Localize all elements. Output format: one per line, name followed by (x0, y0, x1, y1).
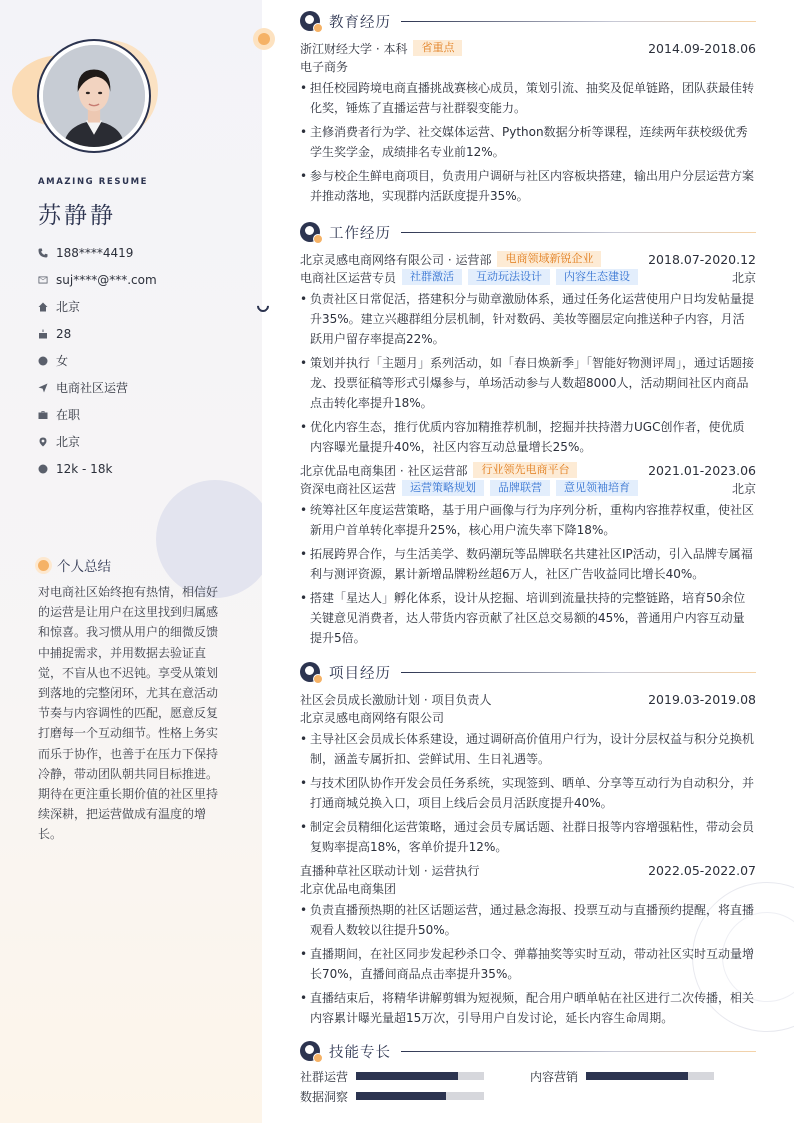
job-bullets (300, 289, 756, 457)
job-role: 资深电商社区运营 (300, 481, 397, 496)
contact-email-value: suj****@***.com (56, 272, 157, 287)
skills-grid (300, 1067, 756, 1105)
major: 电子商务 (300, 59, 349, 74)
company-name: 北京优品电商集团 · 社区运营部 (300, 463, 468, 478)
list-item: • 统筹社区年度运营策略，基于用户画像与行为序列分析，重构内容推荐权重，使社区新用户首单转化率提升25%，核心用户流失率下降18%。 (300, 500, 756, 540)
avatar-photo (43, 45, 145, 147)
company-tag: 电商领域新锐企业 (497, 251, 601, 267)
skills-section (300, 1039, 756, 1105)
section-title: 工作经历 (329, 225, 391, 242)
list-item: • 搭建「星达人」孵化体系，设计从挖掘、培训到流量扶持的完整链路，培育50余位关键意见消费者，达人带货内容贡献了社区总交易额的45%，普通用户内容互动量提升5倍。 (300, 588, 756, 648)
job-role-row (300, 268, 756, 286)
list-item: • 制定会员精细化运营策略，通过会员专属话题、社群日报等内容增强粘性，带动会员复购率提高18%，客单价提升12%。 (300, 817, 756, 857)
summary-title: 个人总结 (57, 559, 111, 575)
section-header (300, 9, 756, 33)
contact-gender (38, 347, 157, 374)
location-pin-icon (38, 437, 56, 447)
project-bullets (300, 900, 756, 1028)
candidate-name: 苏静静 (38, 203, 116, 229)
school-tag: 省重点 (413, 40, 462, 56)
list-item: • 主修消费者行为学、社交媒体运营、Python数据分析等课程，连续两年获校级优秀学生奖学金，成绩排名专业前12%。 (300, 122, 756, 162)
list-item: • 策划并执行「主题月」系列活动，如「春日焕新季」「智能好物测评周」，通过话题接龙、投票征稿等形式引爆参与，单场活动参与人数超8000人，活动期间社区内商品点击转化率提升18%。 (300, 353, 756, 413)
projects-section (300, 660, 756, 1032)
contact-status (38, 401, 157, 428)
avatar (43, 45, 145, 147)
list-item: • 主导社区会员成长体系建设，通过调研高价值用户行为，设计分层权益与积分兑换机制，涵盖专属折扣、尝鲜试用、生日礼遇等。 (300, 729, 756, 769)
job-location: 北京 (731, 270, 756, 285)
decorative-dot (253, 28, 275, 50)
send-icon (38, 383, 56, 393)
project-name: 直播种草社区联动计划 · 运营执行 (300, 863, 480, 878)
contact-age (38, 320, 157, 347)
list-item: • 负责社区日常促活，搭建积分与勋章激励体系，通过任务化运营使用户日均发帖量提升35%。建立兴趣群组分层机制，针对数码、美妆等圈层定向推送种子内容，月活跃用户留存率提高22%。 (300, 289, 756, 349)
education-entry-header (300, 39, 756, 57)
list-item: • 担任校园跨境电商直播挑战赛核心成员，策划引流、抽奖及促单链路，团队获最佳转化奖，锤炼了直播运营与社群裂变能力。 (300, 78, 756, 118)
contact-position-value: 电商社区运营 (56, 381, 129, 395)
job-role: 电商社区运营专员 (300, 270, 397, 285)
contact-location-value: 北京 (56, 435, 81, 449)
contact-position (38, 374, 157, 401)
section-header (300, 1039, 756, 1063)
section-icon (300, 11, 320, 31)
skill-level-bar (356, 1072, 484, 1080)
contact-gender-value: 女 (56, 354, 69, 368)
project-entry-header (300, 690, 756, 708)
gender-icon (38, 356, 56, 366)
skill-level-fill (356, 1092, 446, 1100)
project-date: 2022.05-2022.07 (648, 862, 756, 878)
skill-name: 数据洞察 (300, 1089, 349, 1104)
decorative-circle (156, 480, 262, 598)
project-org-row (300, 879, 756, 897)
list-item: • 负责直播预热期的社区话题运营，通过悬念海报、投票互动与直播预约提醒，将直播观看人数较以往提升50%。 (300, 900, 756, 940)
job-date: 2018.07-2020.12 (648, 251, 756, 267)
summary-text: 对电商社区始终抱有热情，相信好的运营是让用户在这里找到归属感和惊喜。我习惯从用户的细微反馈中捕捉需求，并用数据去验证直觉，不盲从也不迟钝。享受从策划到落地的完整闭环，尤其在意活动节奏与内容调性的匹配，愿意反复打磨每一个互动细节。性格上务实而乐于协作，也善于在压力下保持冷静，带动团队朝共同目标推进。期待在更注重长期价值的社区里持续深耕，把运营做成有温度的增长。 (38, 585, 219, 842)
resume-tagline: AMAZING RESUME (38, 177, 149, 187)
skill-tag: 品牌联营 (490, 480, 550, 496)
contact-phone (38, 239, 157, 266)
job-entry-header (300, 250, 756, 268)
contact-email (38, 266, 157, 293)
job-date: 2021.01-2023.06 (648, 462, 756, 478)
salary-icon (38, 464, 56, 474)
section-icon (300, 662, 320, 682)
skill-name: 社群运营 (300, 1069, 349, 1084)
email-icon (38, 275, 56, 285)
home-icon (38, 302, 56, 312)
job-location: 北京 (731, 481, 756, 496)
section-divider (401, 21, 756, 22)
contact-phone-value: 188****4419 (56, 245, 134, 260)
contact-list (38, 239, 157, 482)
list-item: • 直播结束后，将精华讲解剪辑为短视频，配合用户晒单帖在社区进行二次传播，相关内容累计曝光量超15万次，引导用户自发讨论，延长内容生命周期。 (300, 988, 756, 1028)
contact-salary-value: 12k - 18k (56, 461, 113, 476)
section-icon (300, 1041, 320, 1061)
list-item: • 与技术团队协作开发会员任务系统，实现签到、晒单、分享等互动行为自动积分，并打通商城兑换入口，项目上线后会员月活跃度提升40%。 (300, 773, 756, 813)
briefcase-icon (38, 410, 56, 420)
company-tag: 行业领先电商平台 (473, 462, 577, 478)
phone-icon (38, 248, 56, 258)
skill-tag: 互动玩法设计 (468, 269, 550, 285)
project-org: 北京灵感电商网络有限公司 (300, 710, 445, 725)
section-divider (401, 672, 756, 673)
skill-item (300, 1067, 530, 1085)
avatar-frame (37, 39, 151, 153)
skill-tag: 运营策略规划 (402, 480, 484, 496)
project-org: 北京优品电商集团 (300, 881, 397, 896)
company-name: 北京灵感电商网络有限公司 · 运营部 (300, 252, 492, 267)
contact-home (38, 293, 157, 320)
skill-item (300, 1087, 530, 1105)
section-title: 技能专长 (329, 1044, 391, 1061)
education-section (300, 9, 756, 210)
contact-location (38, 428, 157, 455)
project-date: 2019.03-2019.08 (648, 691, 756, 707)
education-bullets (300, 78, 756, 206)
list-item: • 优化内容生态，推行优质内容加精推荐机制，挖掘并扶持潜力UGC创作者，使优质内容曝光量提升40%，社区内容互动总量增长25%。 (300, 417, 756, 457)
school-name: 浙江财经大学 · 本科 (300, 41, 408, 56)
contact-age-value: 28 (56, 326, 72, 341)
skill-level-fill (586, 1072, 688, 1080)
skill-tag: 社群激活 (402, 269, 462, 285)
job-entry-header (300, 461, 756, 479)
section-divider (401, 1051, 756, 1052)
skill-level-fill (356, 1072, 458, 1080)
job-role-row (300, 479, 756, 497)
section-header (300, 660, 756, 684)
skill-level-bar (356, 1092, 484, 1100)
bullet-dot-icon (38, 560, 49, 571)
list-item: • 直播期间，在社区同步发起秒杀口令、弹幕抽奖等实时互动，带动社区实时互动量增长70%，直播间商品点击率提升35%。 (300, 944, 756, 984)
contact-home-value: 北京 (56, 300, 81, 314)
section-title: 教育经历 (329, 14, 391, 31)
skill-item (530, 1067, 756, 1085)
section-divider (401, 232, 756, 233)
education-major-row (300, 57, 756, 75)
list-item: • 参与校企生鲜电商项目，负责用户调研与社区内容板块搭建，输出用户分层运营方案并推动落地，实现群内活跃度提升35%。 (300, 166, 756, 206)
section-title: 项目经历 (329, 665, 391, 682)
contact-salary (38, 455, 157, 482)
summary-header (38, 555, 111, 575)
contact-status-value: 在职 (56, 408, 81, 422)
project-bullets (300, 729, 756, 857)
work-section (300, 220, 756, 652)
list-item: • 拓展跨界合作，与生活美学、数码潮玩等品牌联名共建社区IP活动，引入品牌专属福利与测评资源，累计新增品牌粉丝超6万人，社区广告收益同比增长40%。 (300, 544, 756, 584)
skill-name: 内容营销 (530, 1069, 579, 1084)
sidebar (0, 0, 262, 1123)
job-bullets (300, 500, 756, 648)
skill-tag: 内容生态建设 (556, 269, 638, 285)
project-name: 社区会员成长激励计划 · 项目负责人 (300, 692, 492, 707)
project-entry-header (300, 861, 756, 879)
project-org-row (300, 708, 756, 726)
skill-level-bar (586, 1072, 714, 1080)
skill-tag: 意见领袖培育 (556, 480, 638, 496)
education-date: 2014.09-2018.06 (648, 40, 756, 56)
section-header (300, 220, 756, 244)
section-icon (300, 222, 320, 242)
cake-icon (38, 329, 56, 339)
